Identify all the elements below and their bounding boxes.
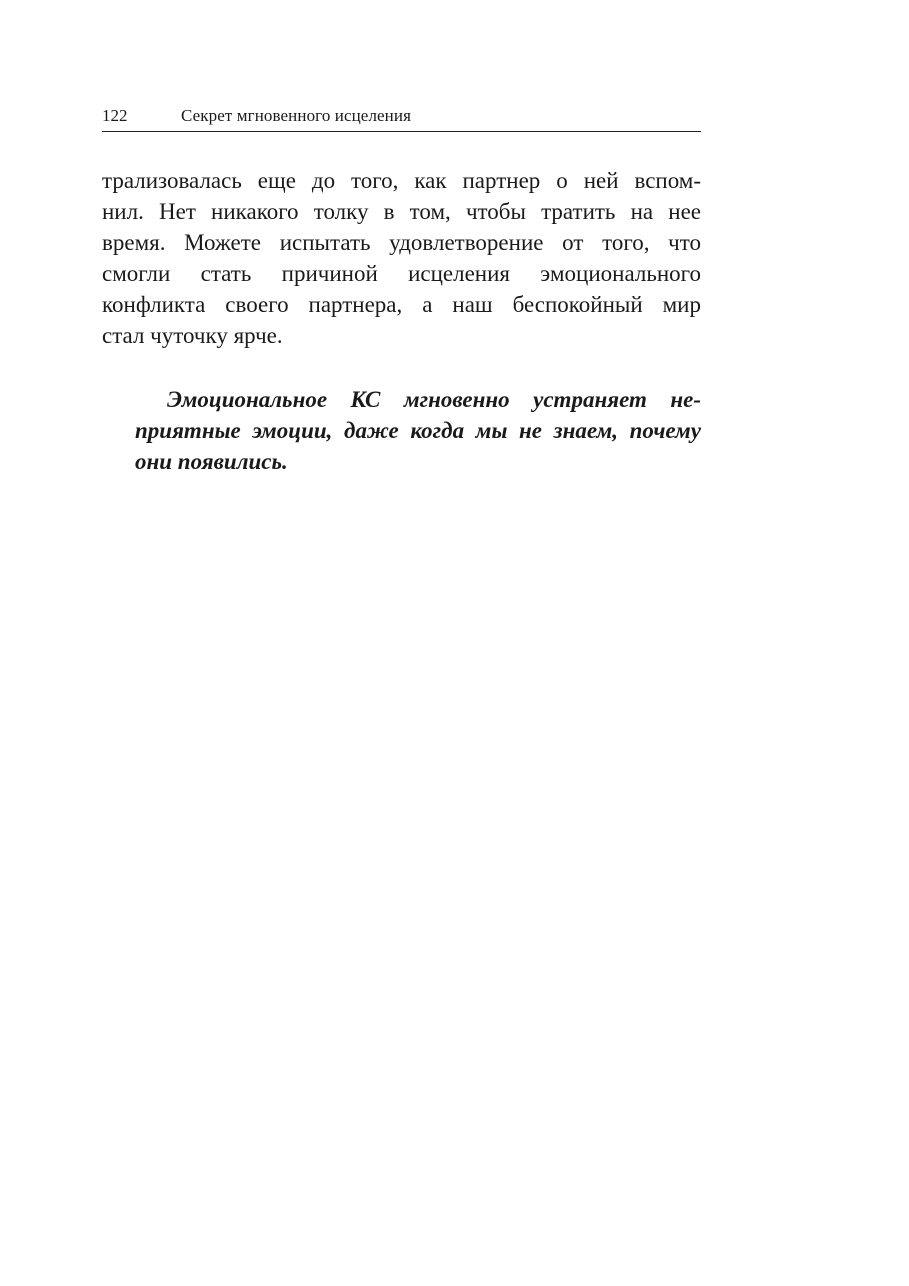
body-line: смогли стать причиной исцеления эмоционального: [102, 261, 701, 286]
body-line: конфликта своего партнера, а наш беспокойный мир: [102, 292, 701, 317]
body-line: трализовалась еще до того, как партнер о ней вспом-: [102, 168, 701, 193]
body-line: стал чуточку ярче.: [102, 323, 283, 348]
running-header: [102, 105, 701, 132]
body-paragraph: [102, 165, 701, 351]
page-number: 122: [102, 106, 128, 125]
emphasis-line: они появились.: [135, 449, 288, 474]
body-line: время. Можете испытать удовлетворение от того, что: [102, 230, 701, 255]
book-title: Секрет мгновенного исцеления: [181, 106, 412, 125]
body-line: нил. Нет никакого толку в том, чтобы тратить на нее: [102, 199, 701, 224]
emphasis-paragraph: [135, 384, 701, 477]
emphasis-line: приятные эмоции, даже когда мы не знаем, почему: [135, 418, 701, 443]
emphasis-line: Эмоциональное КС мгновенно устраняет не-: [167, 387, 701, 412]
